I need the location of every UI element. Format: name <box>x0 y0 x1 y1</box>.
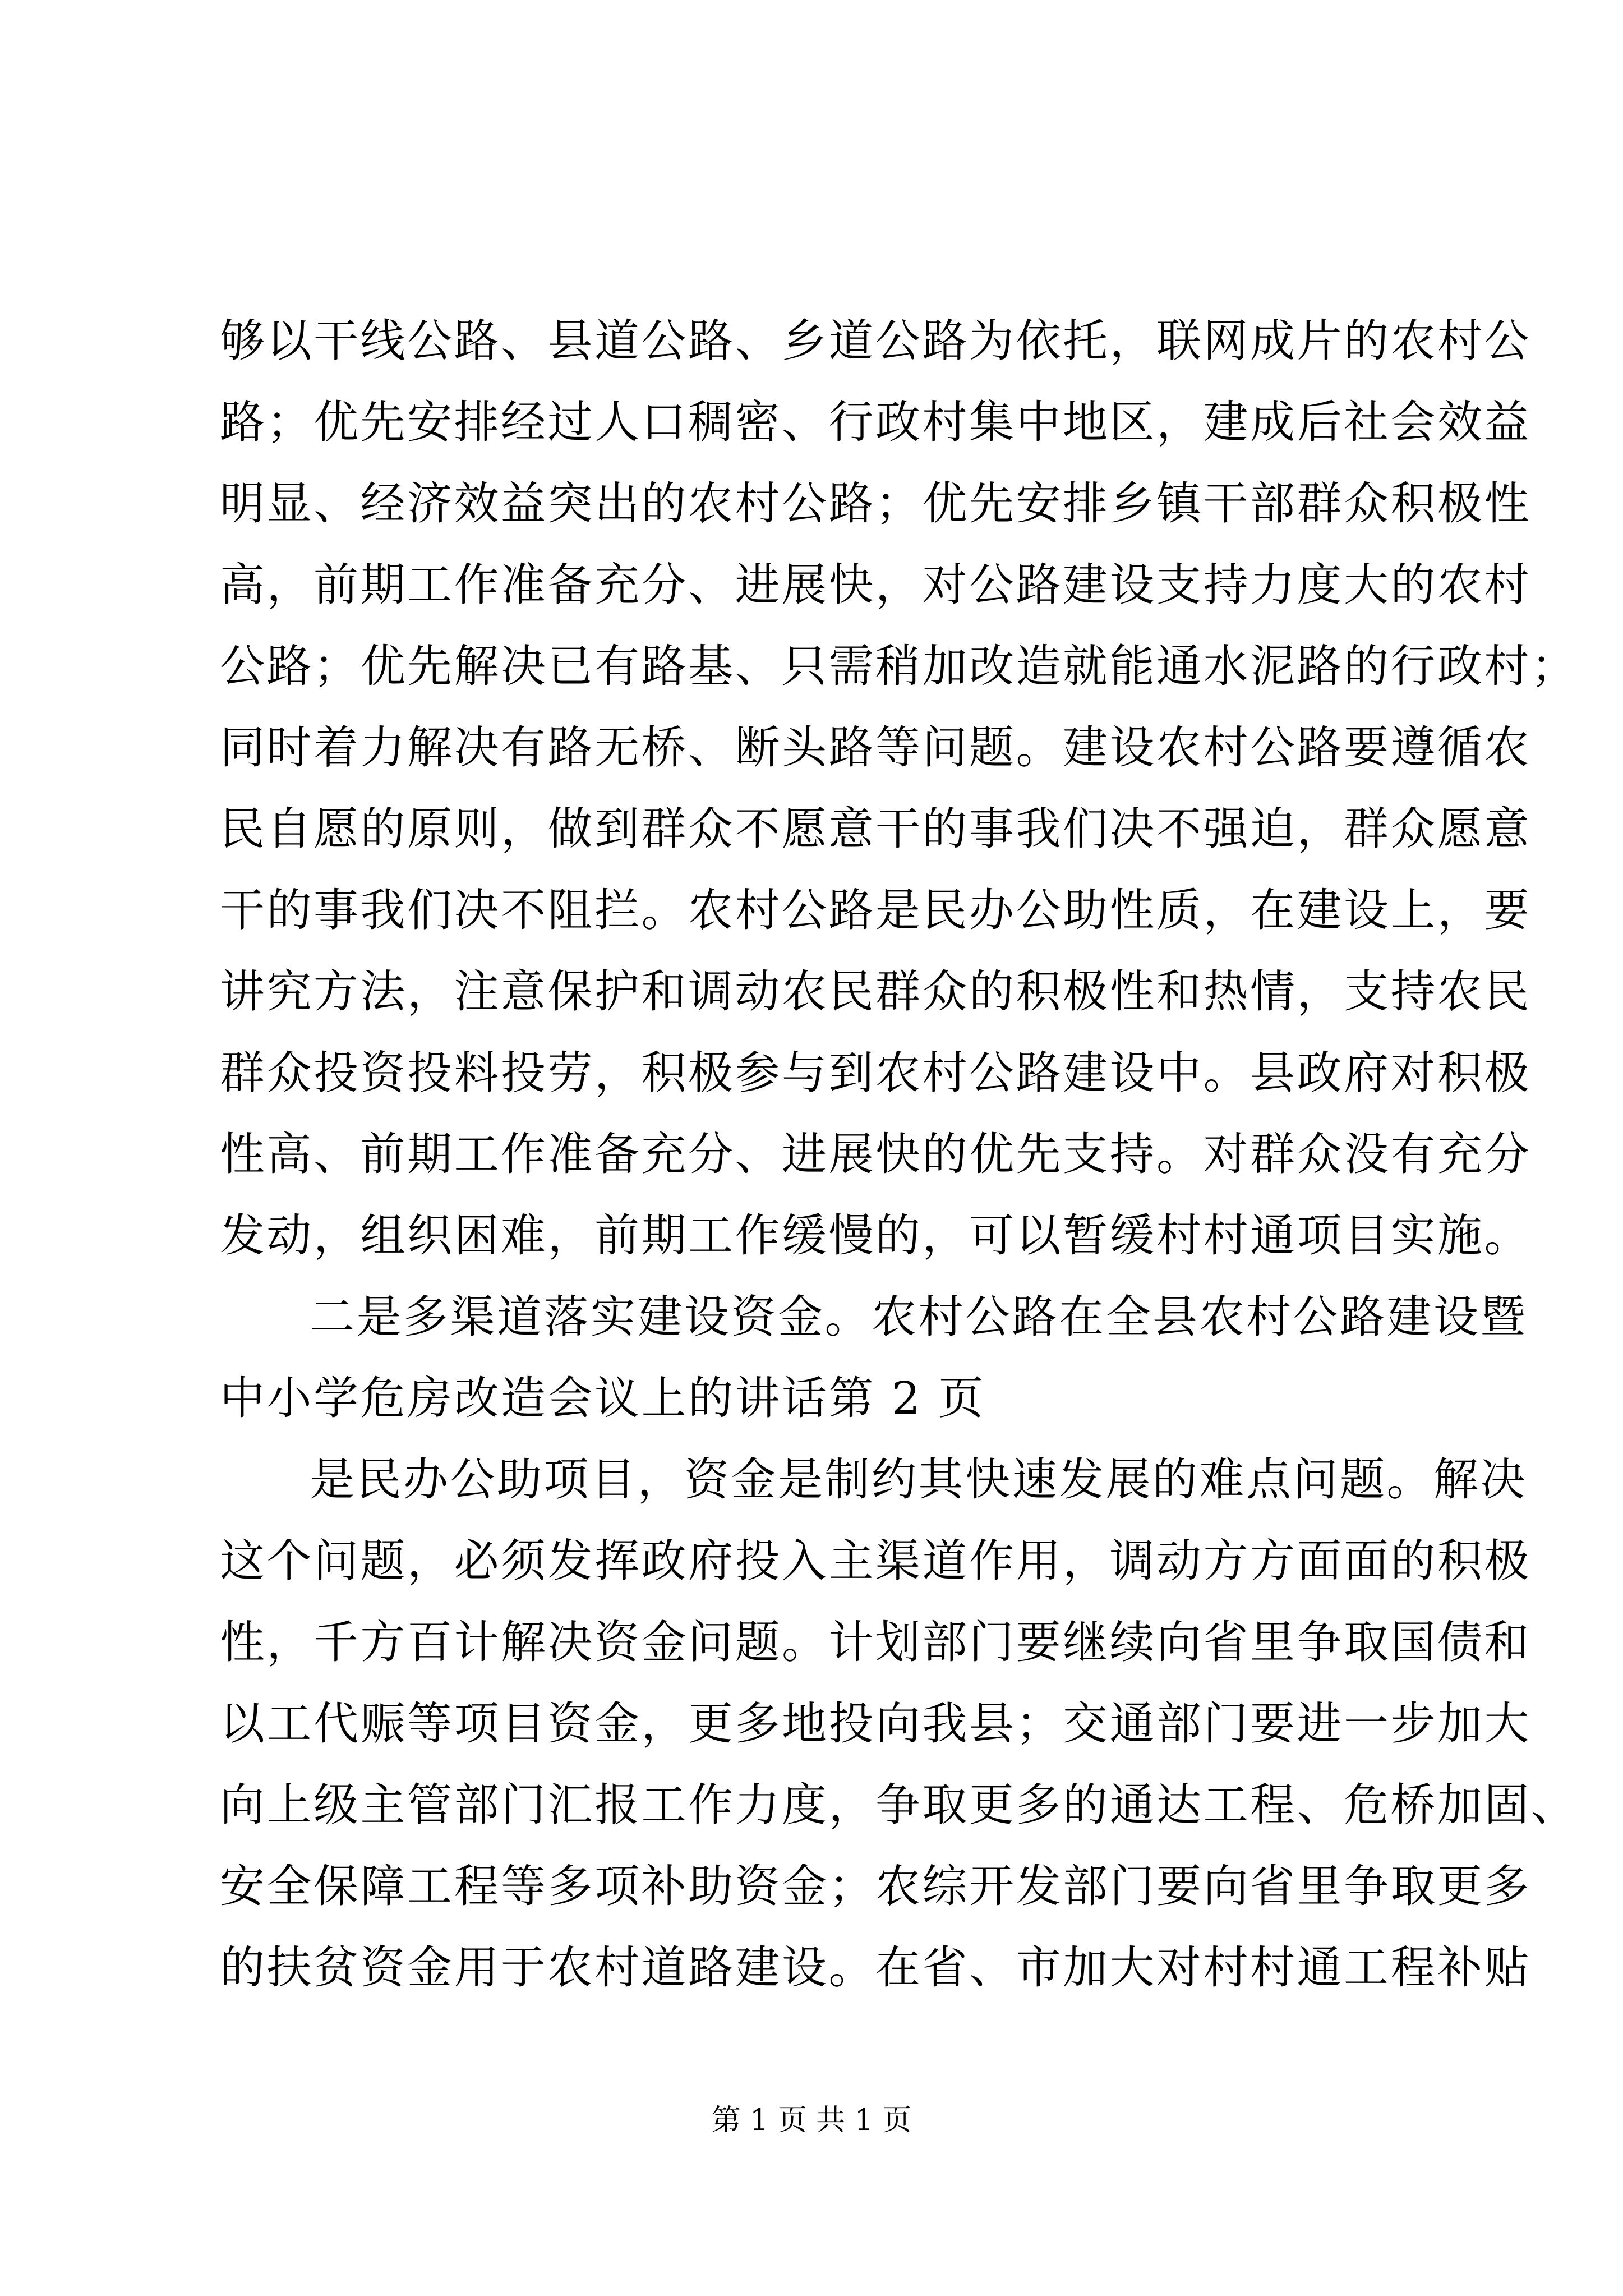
text-line: 路；优先安排经过人口稠密、行政村集中地区，建成后社会效益 <box>220 396 1531 448</box>
body-text <box>220 300 1578 2008</box>
text-line: 的扶贫资金用于农村道路建设。在省、市加大对村村通工程补贴 <box>220 1941 1531 1994</box>
text-line: 向上级主管部门汇报工作力度，争取更多的通达工程、危桥加固、 <box>220 1779 1578 1831</box>
page-footer <box>0 2101 1623 2140</box>
text-line: 讲究方法，注意保护和调动农民群众的积极性和热情，支持农民 <box>220 965 1531 1018</box>
text-line: 同时着力解决有路无桥、断头路等问题。建设农村公路要遵循农 <box>220 721 1531 774</box>
text-line: 性高、前期工作准备充分、进展快的优先支持。对群众没有充分 <box>220 1128 1531 1180</box>
text-line: 明显、经济效益突出的农村公路；优先安排乡镇干部群众积极性 <box>220 477 1531 530</box>
text-line: 以工代赈等项目资金，更多地投向我县；交通部门要进一步加大 <box>220 1697 1531 1750</box>
text-line: 发动，组织困难，前期工作缓慢的，可以暂缓村村通项目实施。 <box>220 1209 1531 1262</box>
text-line: 安全保障工程等多项补助资金；农综开发部门要向省里争取更多 <box>220 1860 1531 1912</box>
text-line: 高，前期工作准备充分、进展快，对公路建设支持力度大的农村 <box>220 559 1531 611</box>
text-line: 民自愿的原则，做到群众不愿意干的事我们决不强迫，群众愿意 <box>220 803 1531 855</box>
text-line: 中小学危房改造会议上的讲话第 2 页 <box>220 1372 985 1424</box>
paragraph-start-line: 是民办公助项目，资金是制约其快速发展的难点问题。解决 <box>310 1453 1527 1506</box>
text-line: 够以干线公路、县道公路、乡道公路为依托，联网成片的农村公 <box>220 315 1531 367</box>
page-number-label: 第 1 页 共 1 页 <box>711 2104 912 2137</box>
text-line: 公路；优先解决已有路基、只需稍加改造就能通水泥路的行政村； <box>220 640 1578 692</box>
text-line: 性，千方百计解决资金问题。计划部门要继续向省里争取国债和 <box>220 1616 1531 1668</box>
text-line: 这个问题，必须发挥政府投入主渠道作用，调动方方面面的积极 <box>220 1535 1531 1587</box>
text-line: 干的事我们决不阻拦。农村公路是民办公助性质，在建设上，要 <box>220 884 1531 936</box>
paragraph-start-line: 二是多渠道落实建设资金。农村公路在全县农村公路建设暨 <box>310 1291 1527 1343</box>
text-line: 群众投资投料投劳，积极参与到农村公路建设中。县政府对积极 <box>220 1047 1531 1099</box>
